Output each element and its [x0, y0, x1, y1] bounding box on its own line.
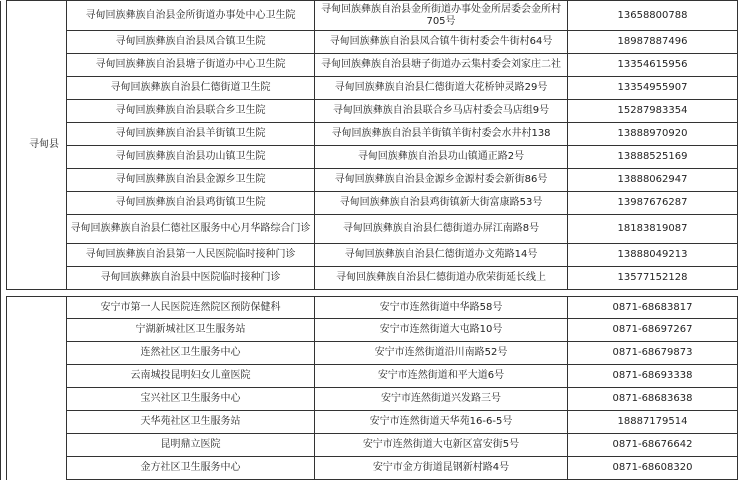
facility-name: 天华苑社区卫生服务站: [67, 411, 315, 434]
facility-name: 宝兴社区卫生服务中心: [67, 388, 315, 411]
facility-name: 云南城投昆明妇女儿童医院: [67, 365, 315, 388]
facility-address: 安宁市连然街道大屯路10号: [315, 319, 568, 342]
table-row: [1, 365, 738, 388]
table-row: [1, 297, 738, 319]
facility-address: 安宁市连然街道兴发路三号: [315, 388, 568, 411]
table-row: [1, 54, 738, 77]
group-separator: [1, 290, 738, 297]
facility-phone: 13888970920: [568, 123, 738, 146]
facility-address: 安宁市连然街道中华路58号: [315, 297, 568, 319]
facility-address: 安宁市金方街道昆钢新村路4号: [315, 457, 568, 480]
facility-address: 寻甸回族彝族自治县金源乡金源村委会新街86号: [315, 169, 568, 192]
county-cell: 寻甸县: [7, 1, 67, 290]
facility-name: 寻甸回族彝族自治县联合乡卫生院: [67, 100, 315, 123]
facility-name: 寻甸回族彝族自治县功山镇卫生院: [67, 146, 315, 169]
table-row: [1, 77, 738, 100]
facility-phone: 13888062947: [568, 169, 738, 192]
table-row: [1, 215, 738, 244]
facility-address: 寻甸回族彝族自治县羊街镇羊街村委会水井村138: [315, 123, 568, 146]
facility-name: 寻甸回族彝族自治县仁德社区服务中心月华路综合门诊: [67, 215, 315, 244]
facility-address: 安宁市连然街道沿川南路52号: [315, 342, 568, 365]
table-row: [1, 244, 738, 267]
facility-name: 寻甸回族彝族自治县金源乡卫生院: [67, 169, 315, 192]
facility-address: 寻甸回族彝族自治县功山镇通正路2号: [315, 146, 568, 169]
facility-phone: 13888525169: [568, 146, 738, 169]
table-row: [1, 267, 738, 290]
table-row: [1, 457, 738, 480]
facility-name: 寻甸回族彝族自治县鸡街镇卫生院: [67, 192, 315, 215]
table-row: [1, 146, 738, 169]
facility-name: 寻甸回族彝族自治县塘子街道办中心卫生院: [67, 54, 315, 77]
facility-phone: 13354955907: [568, 77, 738, 100]
facility-name: 寻甸回族彝族自治县凤合镇卫生院: [67, 31, 315, 54]
table-row: [1, 319, 738, 342]
facility-phone: 18887179514: [568, 411, 738, 434]
facility-address: 寻甸回族彝族自治县鸡街镇新大街富康路53号: [315, 192, 568, 215]
facility-address: 安宁市连然街道大屯新区富安街5号: [315, 434, 568, 457]
facility-phone: 13658800788: [568, 1, 738, 31]
facility-address: 安宁市连然街道和平大道6号: [315, 365, 568, 388]
facility-phone: 0871-68683638: [568, 388, 738, 411]
facility-address: 寻甸回族彝族自治县仁德街道办欣荣街延长线上: [315, 267, 568, 290]
table-row: [1, 1, 738, 31]
facility-name: 寻甸回族彝族自治县金所街道办事处中心卫生院: [67, 1, 315, 31]
facility-name: 宁湖新城社区卫生服务站: [67, 319, 315, 342]
table-row: [1, 388, 738, 411]
facility-phone: 0871-68693338: [568, 365, 738, 388]
facility-name: 寻甸回族彝族自治县中医院临时接种门诊: [67, 267, 315, 290]
facility-name: 安宁市第一人民医院连然院区预防保健科: [67, 297, 315, 319]
facility-phone: 0871-68697267: [568, 319, 738, 342]
table-row: [1, 192, 738, 215]
facility-phone: 0871-68608320: [568, 457, 738, 480]
table-row: [1, 100, 738, 123]
facility-name: 金方社区卫生服务中心: [67, 457, 315, 480]
facility-name: 连然社区卫生服务中心: [67, 342, 315, 365]
facility-phone: 0871-68679873: [568, 342, 738, 365]
facility-name: 昆明鼎立医院: [67, 434, 315, 457]
facility-phone: 13354615956: [568, 54, 738, 77]
facility-address: 寻甸回族彝族自治县塘子街道办云集村委会刘家庄二社: [315, 54, 568, 77]
facility-phone: 0871-68676642: [568, 434, 738, 457]
facility-phone: 13577152128: [568, 267, 738, 290]
facility-phone: 18987887496: [568, 31, 738, 54]
table-row: [1, 123, 738, 146]
facility-address: 寻甸回族彝族自治县仁德街道办屏江南路8号: [315, 215, 568, 244]
facility-name: 寻甸回族彝族自治县羊街镇卫生院: [67, 123, 315, 146]
table-row: [1, 342, 738, 365]
facility-address: 寻甸回族彝族自治县仁德街道办文苑路14号: [315, 244, 568, 267]
facility-address: 寻甸回族彝族自治县仁德街道大花桥钟灵路29号: [315, 77, 568, 100]
facility-phone: 18183819087: [568, 215, 738, 244]
facility-phone: 13987676287: [568, 192, 738, 215]
facility-address: 寻甸回族彝族自治县联合乡马店村委会马店组9号: [315, 100, 568, 123]
table-row: [1, 169, 738, 192]
facility-phone: 13888049213: [568, 244, 738, 267]
facility-address: 安宁市连然街道天华苑16-6-5号: [315, 411, 568, 434]
table-row: [1, 411, 738, 434]
facility-address: 寻甸回族彝族自治县金所街道办事处金所居委会金所村705号: [315, 1, 568, 31]
facility-name: 寻甸回族彝族自治县第一人民医院临时接种门诊: [67, 244, 315, 267]
facility-phone: 0871-68683817: [568, 297, 738, 319]
table-row: [1, 434, 738, 457]
facility-name: 寻甸回族彝族自治县仁德街道卫生院: [67, 77, 315, 100]
facility-address: 寻甸回族彝族自治县凤合镇牛街村委会牛街村64号: [315, 31, 568, 54]
facility-phone: 15287983354: [568, 100, 738, 123]
county-cell: [7, 297, 67, 480]
table-row: [1, 31, 738, 54]
